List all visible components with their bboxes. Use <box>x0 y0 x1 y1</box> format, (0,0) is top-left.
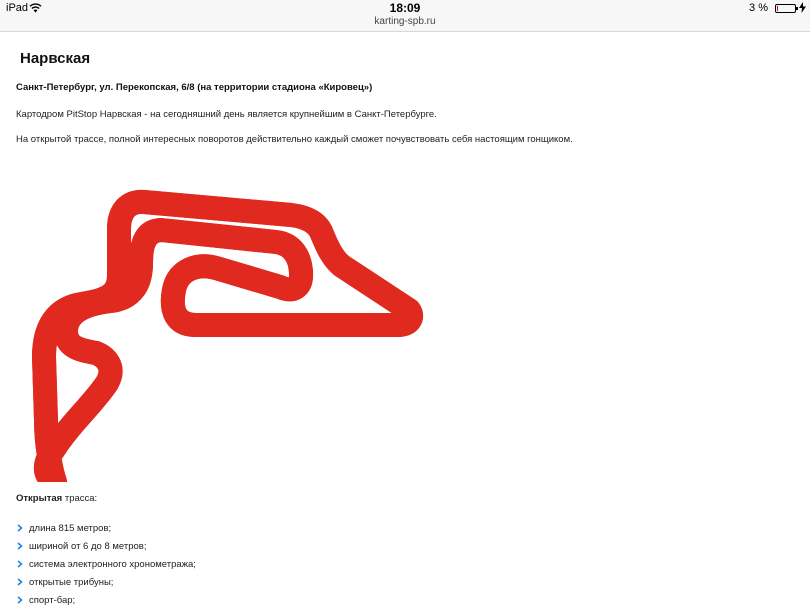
list-item-text: длина 815 метров; <box>29 522 112 534</box>
address-bar-url[interactable]: karting-spb.ru <box>374 16 436 27</box>
track-map <box>16 182 426 482</box>
description-paragraph: На открытой трассе, полной интересных поворотов действительно каждый сможет почувствовать себя настоящим гонщиком. <box>16 134 573 145</box>
list-item-text: система электронного хронометража; <box>29 558 196 570</box>
page-title: Нарвская <box>20 50 91 67</box>
features-list <box>16 519 196 609</box>
list-item-text: шириной от 6 до 8 метров; <box>29 540 147 552</box>
list-item <box>16 555 196 573</box>
intro-paragraph: Картодром PitStop Нарвская - на сегодняшний день является крупнейшим в Санкт-Петербурге. <box>16 109 437 120</box>
list-item <box>16 519 196 537</box>
track-address: Санкт-Петербург, ул. Перекопская, 6/8 (на территории стадиона «Кировец») <box>16 82 373 93</box>
list-item <box>16 537 196 555</box>
chevron-right-icon <box>17 578 23 586</box>
list-item <box>16 591 196 609</box>
chevron-right-icon <box>17 524 23 532</box>
features-heading <box>16 493 97 504</box>
battery-level <box>777 6 778 11</box>
chevron-right-icon <box>17 596 23 604</box>
clock: 18:09 <box>389 1 421 15</box>
features-heading-rest: трасса: <box>62 493 98 504</box>
battery-icon <box>775 4 796 13</box>
list-item-text: спорт-бар; <box>29 594 76 606</box>
device-name: iPad <box>6 2 29 14</box>
chevron-right-icon <box>17 560 23 568</box>
features-heading-bold: Открытая <box>16 493 63 504</box>
list-item-text: открытые трибуны; <box>29 576 114 588</box>
list-item <box>16 573 196 591</box>
status-bar <box>0 0 810 32</box>
charging-bolt-icon <box>799 2 806 13</box>
battery-percent: 3 % <box>749 2 768 14</box>
track-surface <box>44 202 411 482</box>
chevron-right-icon <box>17 542 23 550</box>
